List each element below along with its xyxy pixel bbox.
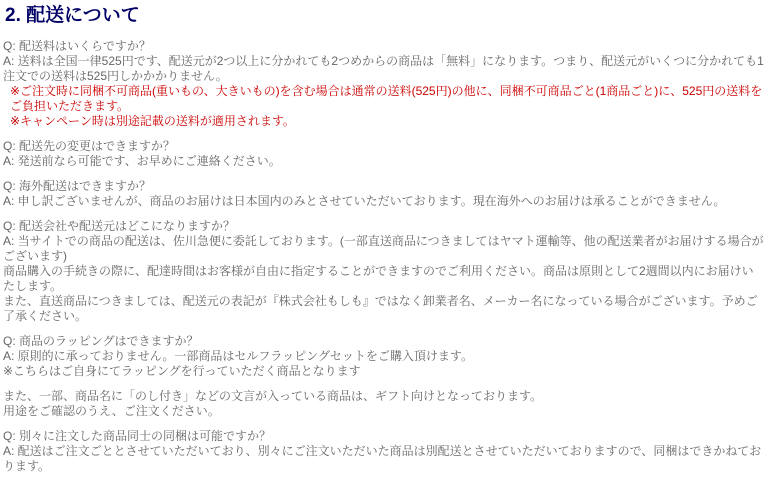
qa-block-carrier [3, 219, 765, 324]
qa-block-shipping-fee [3, 39, 765, 129]
qa-block-overseas-shipping [3, 179, 765, 209]
answer-text: また、直送商品につきましては、配送元の表記が『株式会社もしも』ではなく卸業者名、メーカー名になっている場合がございます。予めご了承ください。 [3, 294, 758, 323]
question-text: Q: 配送先の変更はできますか？ [3, 139, 176, 153]
question-text: Q: 配送会社や配送元はどこになりますか？ [3, 219, 236, 233]
answer-text: A: 発送前なら可能です、お早めにご連絡ください。 [3, 154, 281, 168]
red-note-text: ※キャンペーン時は別途記載の送料が適用されます。 [10, 114, 295, 128]
question-text: Q: 海外配送はできますか？ [3, 179, 152, 193]
answer-text: A: 申し訳ございませんが、商品のお届けは日本国内のみとさせていただいております。現在海外へのお届けは承ることができません。 [3, 194, 726, 208]
answer-text: A: 配送はご注文ごととさせていただいており、別々にご注文いただいた商品は別配送とさせていただいておりますので、同梱はできかねております。 [3, 444, 762, 473]
answer-text: A: 当サイトでの商品の配送は、佐川急便に委託しております。(一部直送商品につきましてはヤマト運輸等、他の配送業者がお届けする場合がございます) [3, 234, 764, 263]
gift-note-text: 用途をご確認のうえ、ご注文ください。 [3, 404, 220, 418]
red-note-text: ※ご注文時に同梱不可商品(重いもの、大きいもの)を含む場合は通常の送料(525円)の他に、同梱不可商品ごと(1商品ごと)に、525円の送料をご負担いただきます。 [10, 84, 763, 113]
answer-text: 商品購入の手続きの際に、配達時間はお客様が自由に指定することができますのでご利用ください。商品は原則として2週間以内にお届けいたします。 [3, 264, 754, 293]
qa-block-wrapping [3, 334, 765, 379]
gift-note-block [3, 389, 765, 419]
answer-text: A: 原則的に承っておりません。一部商品はセルフラッピングセットをご購入頂けます。 [3, 349, 473, 363]
gray-note-text: ※こちらはご自身にてラッピングを行っていただく商品となります [3, 364, 361, 378]
gift-note-text: また、一部、商品名に「のし付き」などの文言が入っている商品は、ギフト向けとなっております。 [3, 389, 543, 403]
page-title: 2. 配送について [5, 5, 140, 26]
question-text: Q: 配送料はいくらですか？ [3, 39, 151, 53]
qa-block-combine-orders [3, 429, 765, 474]
question-text: Q: 別々に注文した商品同士の同梱は可能ですか？ [3, 429, 272, 443]
answer-text: A: 送料は全国一律525円です、配送元が2つ以上に分かれても2つめからの商品は「無料」になります。つまり、配送元がいくつに分かれても1注文での送料は525円しかかかりません。 [3, 54, 764, 83]
question-text: Q: 商品のラッピングはできますか？ [3, 334, 199, 348]
qa-block-address-change [3, 139, 765, 169]
